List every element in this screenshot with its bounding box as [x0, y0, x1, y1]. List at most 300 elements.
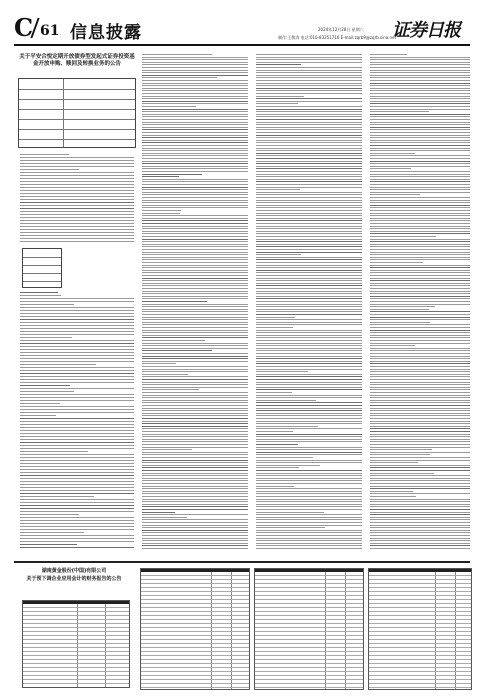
text-line — [370, 220, 470, 221]
text-line — [370, 418, 470, 419]
text-line — [256, 462, 362, 463]
text-line — [370, 304, 470, 305]
text-line — [370, 519, 470, 520]
text-line — [256, 106, 362, 107]
text-line — [370, 174, 470, 175]
text-line — [20, 430, 134, 431]
column-2-text — [140, 52, 250, 552]
text-line — [256, 449, 362, 450]
text-line — [142, 111, 248, 112]
table-row — [255, 647, 363, 648]
table-row — [141, 655, 249, 656]
text-line — [142, 293, 248, 294]
text-line — [142, 337, 248, 338]
text-line — [142, 179, 248, 180]
table-row — [369, 659, 471, 660]
text-line — [370, 116, 470, 117]
text-line — [142, 457, 248, 458]
text-line — [256, 254, 301, 255]
text-line — [142, 189, 248, 190]
text-line — [370, 345, 415, 346]
text-line — [142, 181, 248, 182]
text-line — [142, 460, 248, 461]
table-row — [141, 659, 249, 660]
text-line — [370, 335, 470, 336]
text-line — [370, 371, 470, 372]
text-line — [256, 88, 362, 89]
table-row — [141, 619, 249, 620]
text-line — [20, 229, 134, 230]
text-line — [142, 473, 248, 474]
text-line — [370, 527, 470, 528]
text-line — [370, 85, 470, 86]
text-line — [20, 211, 134, 212]
text-line — [370, 496, 416, 497]
text-line — [256, 267, 362, 268]
table-row — [141, 683, 249, 684]
text-line — [20, 532, 84, 533]
text-line — [142, 57, 248, 58]
text-line — [256, 226, 362, 227]
text-line — [370, 415, 470, 416]
text-line — [142, 145, 248, 146]
table-row — [141, 687, 249, 688]
text-line — [256, 361, 362, 362]
text-line — [256, 75, 362, 76]
notice-title-accounting: 关于预下调企业应用会计的财务报告的公告 — [26, 576, 122, 582]
text-line — [370, 358, 470, 359]
text-line — [142, 324, 248, 325]
text-line — [370, 457, 470, 458]
table-row — [141, 667, 249, 668]
text-line — [370, 369, 470, 370]
text-line — [370, 119, 470, 120]
text-line — [370, 301, 470, 302]
text-line — [256, 280, 362, 281]
text-line — [256, 67, 362, 68]
text-line — [142, 153, 248, 154]
text-line — [20, 316, 134, 317]
text-line — [370, 54, 407, 55]
table-row — [141, 639, 249, 640]
text-line — [20, 343, 134, 344]
text-line — [370, 330, 470, 331]
text-line — [142, 207, 248, 208]
text-line — [20, 325, 134, 326]
text-line — [20, 358, 134, 359]
text-line — [142, 400, 248, 401]
text-line — [142, 163, 248, 164]
text-line — [142, 496, 248, 497]
text-line — [142, 228, 248, 229]
table-row — [255, 595, 363, 596]
text-line — [370, 478, 470, 479]
text-line — [142, 90, 248, 91]
table-row — [369, 631, 471, 632]
text-line — [370, 223, 470, 224]
text-line — [370, 428, 470, 429]
text-line — [20, 457, 134, 458]
text-line — [370, 397, 470, 398]
text-line — [256, 148, 362, 149]
text-line — [256, 194, 362, 195]
table-header-band — [255, 569, 363, 572]
text-line — [256, 137, 362, 138]
text-line — [142, 64, 248, 65]
text-line — [370, 439, 470, 440]
text-line — [142, 129, 248, 130]
text-line — [142, 77, 217, 78]
text-line — [370, 436, 470, 437]
table-row — [369, 619, 471, 620]
text-line — [142, 174, 202, 175]
text-line — [142, 296, 248, 297]
text-line — [142, 330, 248, 331]
text-line — [142, 306, 248, 307]
text-line — [370, 283, 470, 284]
table-row — [369, 591, 471, 592]
text-line — [256, 501, 362, 502]
text-line — [256, 127, 362, 128]
text-line — [370, 475, 470, 476]
text-line — [370, 389, 470, 390]
text-line — [142, 452, 248, 453]
table-row — [255, 663, 363, 664]
text-line — [20, 505, 134, 506]
text-line — [256, 140, 362, 141]
table-row — [141, 583, 249, 584]
text-line — [142, 410, 248, 411]
text-line — [142, 124, 248, 125]
text-line — [142, 257, 248, 258]
table-row — [369, 607, 471, 608]
text-line — [370, 454, 430, 455]
table-row — [255, 603, 363, 604]
text-line — [370, 254, 470, 255]
text-line — [20, 472, 134, 473]
text-line — [370, 114, 470, 115]
text-line — [256, 389, 362, 390]
text-line — [142, 363, 176, 364]
text-line — [142, 236, 248, 237]
text-line — [370, 322, 430, 323]
text-line — [370, 64, 470, 65]
text-line — [370, 122, 470, 123]
masthead-rule — [14, 44, 470, 46]
text-line — [256, 356, 362, 357]
text-line — [142, 262, 248, 263]
text-line — [370, 356, 470, 357]
text-line — [370, 246, 470, 247]
text-line — [142, 548, 248, 549]
text-line — [256, 176, 362, 177]
text-line — [370, 545, 470, 546]
text-line — [256, 376, 362, 377]
text-line — [142, 109, 248, 110]
text-line — [370, 366, 470, 367]
text-line — [370, 140, 470, 141]
text-line — [256, 527, 325, 528]
text-line — [142, 431, 248, 432]
text-line — [370, 267, 470, 268]
text-line — [20, 205, 134, 206]
text-line — [370, 317, 470, 318]
text-line — [256, 181, 362, 182]
text-line — [142, 291, 248, 292]
text-line — [142, 314, 248, 315]
text-line — [370, 410, 470, 411]
text-line — [142, 239, 248, 240]
text-line — [142, 345, 248, 346]
text-line — [142, 332, 248, 333]
col1-small-table — [22, 248, 62, 288]
text-line — [20, 355, 134, 356]
text-line — [256, 119, 362, 120]
text-line — [370, 200, 470, 201]
text-line — [256, 158, 362, 159]
text-line — [20, 388, 134, 389]
text-line — [370, 207, 470, 208]
text-line — [142, 470, 248, 471]
text-line — [256, 374, 362, 375]
text-line — [256, 192, 362, 193]
table-row — [23, 635, 129, 636]
text-line — [142, 215, 248, 216]
text-line — [142, 540, 248, 541]
text-line — [370, 543, 470, 544]
text-line — [20, 403, 60, 404]
text-line — [256, 322, 362, 323]
table-row — [369, 663, 471, 664]
table-row — [141, 643, 249, 644]
table-row — [141, 591, 249, 592]
text-line — [20, 232, 134, 233]
text-line — [256, 70, 362, 71]
text-line — [370, 90, 470, 91]
text-line — [20, 292, 58, 293]
text-line — [370, 319, 470, 320]
text-line — [142, 98, 248, 99]
text-line — [20, 448, 134, 449]
text-line — [370, 376, 470, 377]
text-line — [20, 337, 72, 338]
text-line — [370, 241, 470, 242]
text-line — [142, 184, 248, 185]
text-line — [256, 439, 362, 440]
text-line — [142, 512, 175, 513]
text-line — [142, 402, 248, 403]
text-line — [256, 363, 362, 364]
text-line — [256, 244, 362, 245]
text-line — [256, 387, 362, 388]
text-line — [20, 241, 134, 242]
table-row — [369, 635, 471, 636]
text-line — [370, 80, 470, 81]
text-line — [20, 163, 134, 164]
table-row — [255, 627, 363, 628]
text-line — [142, 194, 248, 195]
text-line — [142, 397, 248, 398]
text-line — [20, 238, 134, 239]
text-line — [142, 322, 248, 323]
text-line — [370, 239, 470, 240]
text-line — [370, 275, 470, 276]
text-line — [256, 223, 362, 224]
text-line — [20, 421, 134, 422]
text-line — [256, 291, 362, 292]
text-line — [20, 487, 134, 488]
text-line — [256, 109, 362, 110]
text-line — [256, 369, 362, 370]
text-line — [256, 514, 362, 515]
text-line — [142, 527, 248, 528]
text-line — [142, 210, 181, 211]
text-line — [142, 218, 248, 219]
text-line — [256, 114, 362, 115]
text-line — [142, 150, 248, 151]
text-line — [20, 478, 134, 479]
text-line — [20, 322, 134, 323]
text-line — [20, 166, 134, 167]
text-line — [142, 545, 248, 546]
text-line — [142, 311, 248, 312]
text-line — [142, 241, 248, 242]
text-line — [20, 340, 134, 341]
text-line — [20, 529, 134, 530]
table-row — [255, 667, 363, 668]
table-row — [255, 639, 363, 640]
company-name: 湖南黄金股份(中国)有限公司 — [41, 568, 107, 574]
text-line — [256, 480, 362, 481]
text-line — [256, 215, 362, 216]
text-line — [142, 265, 248, 266]
text-line — [20, 394, 134, 395]
text-line — [256, 535, 362, 536]
text-line — [20, 172, 134, 173]
text-line — [370, 124, 470, 125]
text-line — [256, 522, 362, 523]
text-line — [256, 545, 362, 546]
table-row — [23, 651, 129, 652]
text-line — [256, 491, 362, 492]
text-line — [20, 352, 134, 353]
text-line — [370, 486, 470, 487]
text-line — [20, 235, 134, 236]
text-line — [20, 364, 96, 365]
text-line — [256, 343, 362, 344]
text-line — [256, 275, 362, 276]
text-line — [370, 218, 470, 219]
text-line — [142, 252, 248, 253]
table-row — [23, 631, 129, 632]
text-line — [142, 301, 207, 302]
table-row — [369, 587, 471, 588]
text-line — [256, 379, 362, 380]
table-row — [255, 611, 363, 612]
text-line — [20, 520, 134, 521]
text-line — [142, 532, 248, 533]
text-line — [256, 327, 293, 328]
text-line — [142, 244, 248, 245]
text-line — [370, 101, 470, 102]
text-line — [256, 350, 362, 351]
text-line — [142, 379, 248, 380]
text-line — [256, 436, 362, 437]
text-line — [370, 512, 470, 513]
text-line — [370, 171, 470, 172]
table-row — [141, 607, 249, 608]
text-line — [20, 175, 134, 176]
text-line — [256, 493, 362, 494]
text-line — [256, 475, 362, 476]
text-line — [20, 427, 134, 428]
text-line — [142, 382, 248, 383]
text-line — [20, 523, 134, 524]
text-line — [142, 499, 248, 500]
text-line — [256, 519, 362, 520]
text-line — [20, 178, 134, 179]
text-line — [142, 119, 248, 120]
text-line — [142, 275, 248, 276]
text-line — [256, 426, 318, 427]
text-line — [256, 304, 362, 305]
text-line — [256, 57, 362, 58]
text-line — [370, 491, 413, 492]
text-line — [256, 189, 300, 190]
table-row — [369, 615, 471, 616]
text-line — [256, 470, 362, 471]
table-row — [369, 655, 471, 656]
text-line — [370, 379, 470, 380]
text-line — [20, 451, 88, 452]
text-line — [142, 80, 248, 81]
text-line — [370, 57, 470, 58]
text-line — [370, 163, 470, 164]
text-line — [142, 171, 248, 172]
text-line — [370, 434, 470, 435]
text-line — [256, 174, 362, 175]
text-line — [20, 454, 134, 455]
text-line — [20, 445, 134, 446]
text-line — [20, 469, 134, 470]
text-line — [370, 353, 470, 354]
editor-contact: 制作:王敬涛 电话:010-83251716 E-mail:zqrb9@zqrb.sina.net — [278, 35, 397, 40]
text-line — [256, 441, 362, 442]
text-line — [142, 327, 248, 328]
text-line — [370, 249, 470, 250]
text-line — [256, 392, 292, 393]
text-line — [370, 361, 470, 362]
text-line — [142, 504, 248, 505]
text-line — [256, 543, 362, 544]
bottom-section-rule — [14, 561, 470, 563]
text-line — [370, 350, 470, 351]
text-line — [142, 122, 248, 123]
text-line — [256, 504, 362, 505]
text-line — [370, 296, 470, 297]
text-line — [142, 176, 179, 177]
text-line — [370, 499, 470, 500]
text-line — [20, 349, 134, 350]
text-line — [142, 288, 248, 289]
table-row — [23, 659, 129, 660]
text-line — [256, 98, 362, 99]
table-row — [23, 683, 129, 684]
text-line — [370, 233, 470, 234]
text-line — [256, 382, 362, 383]
text-line — [20, 493, 134, 494]
table-row — [369, 583, 471, 584]
